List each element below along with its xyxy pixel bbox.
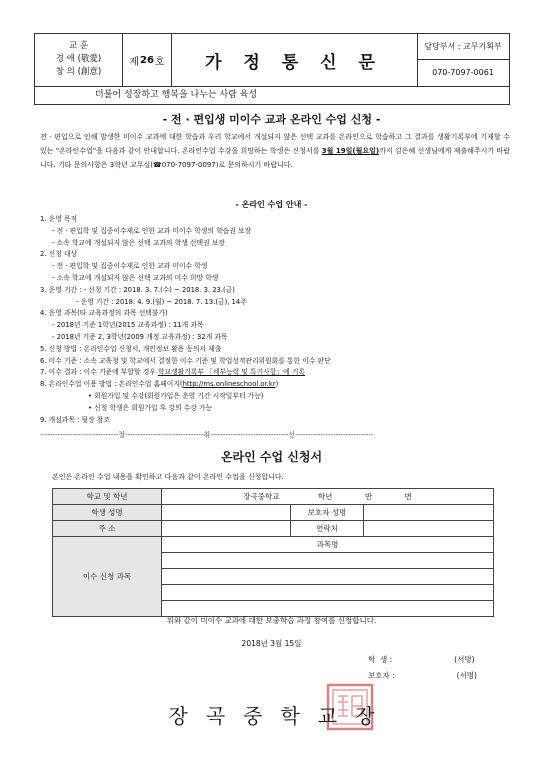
student-signature-line: 학 생 : (서명) xyxy=(368,655,475,664)
motto-label: 교 훈 xyxy=(68,41,89,51)
list-item: 3. 운영 기간 : - 신청 기간 : 2018. 3. 7.(수) ~ 2018. 3. 23.(금) xyxy=(40,285,235,294)
address-label: 주 소 xyxy=(53,521,162,537)
school-motto xyxy=(35,34,123,86)
department-phone: 070-7097-0061 xyxy=(432,68,494,77)
guardian-name-label: 보호자 성명 xyxy=(291,505,364,521)
newsletter-header xyxy=(34,33,510,87)
list-item: - 2018년 기준 1학년(2015 교육과정) : 11개 과목 xyxy=(52,321,204,330)
list-item: - 전 · 편입학 및 집중이수제로 인한 교과 미이수 학생의 학습권 보장 xyxy=(52,226,252,235)
address-field[interactable] xyxy=(162,521,291,537)
form-date: 2018년 3월 15일 xyxy=(241,639,302,648)
newsletter-title: 가 정 통 신 문 xyxy=(171,34,418,86)
department: 담당부서 : 교무기획부 xyxy=(417,34,509,60)
list-item: - 2018년 기준 2, 3학년(2009 개정 교육과정) : 32개 과목 xyxy=(52,332,228,341)
student-name-label: 학생 성명 xyxy=(53,505,162,521)
homepage-link[interactable]: http://ms.onlineschool.or.kr xyxy=(182,380,276,389)
list-item: 1. 운영 목적 xyxy=(40,215,78,223)
list-item: - 소속 학교에 개설되지 않은 선택 교과의 학생 선택권 보장 xyxy=(52,238,225,247)
intro-paragraph: 전 · 편입으로 인해 발생한 미이수 교과에 대한 학습과 우리 학교에서 개설되지 않은 선택 교과를 온라인으로 학습하고 그 결과를 생활기록부에 기재할 수 있는 "온라인수업"을 다음과 같이 안내합니다. 온라인수업 수강을 희망하는 학생은 신청서를 3월 19일(월요일)까지 김은혜 선생님에게 제출해주시기 바랍니다. 기타 문의사항은 3학년 교무실(☎070-7097-0097)로 문의하시기 바랍니다. xyxy=(40,133,510,169)
course-label: 이수 신청 과목 xyxy=(53,537,162,617)
school-grade-label: 학교 및 학년 xyxy=(53,489,162,505)
form-intro: 본인은 온라인 수업 내용을 확인하고 다음과 같이 온라인 수업을 신청합니다. xyxy=(52,473,284,481)
student-name-field[interactable] xyxy=(162,505,291,521)
motto-line-2: 창 의 (創意) xyxy=(55,67,102,77)
list-item: 5. 신청 방법 : 온라인수업 신청서, 개인정보 활용 동의서 제출 xyxy=(40,344,222,353)
deadline: 3월 19일(월요일) xyxy=(321,147,380,155)
guide-title: - 온라인 수업 안내 - xyxy=(235,200,308,209)
list-item: 2. 신청 대상 xyxy=(40,250,78,259)
list-item: 7. 이수 결과 : 이수 기준에 부합할 경우 학교생활기록부 「세부능력 및 특기사항」에 기록 xyxy=(40,368,305,377)
issue-number: 26 xyxy=(140,54,154,66)
school-slogan: 더불어 성장하고 행복을 나누는 사람 육성 xyxy=(34,87,510,105)
school-name: 장곡중학교장 xyxy=(168,704,393,728)
form-title: 온라인 수업 신청서 xyxy=(220,450,323,464)
cut-line: -------------------------------절-------------------------------취-------------------------------선------------------------------- xyxy=(40,431,374,439)
issue-number-cell: 제 26 호 xyxy=(123,34,172,86)
list-item: 8. 온라인수업 이용 방법 : 온라인수업 홈페이지(http://ms.onlineschool.or.kr) xyxy=(40,380,279,389)
course-field[interactable] xyxy=(162,585,494,601)
guide-list xyxy=(40,214,510,426)
contact-label: 연락처 xyxy=(291,521,364,537)
list-item: 9. 개설과목 : 뒷장 참조 xyxy=(40,415,110,424)
course-name-header: 과목명 xyxy=(162,537,494,553)
course-field[interactable] xyxy=(162,569,494,585)
main-title: - 전 · 편입생 미이수 교과 온라인 수업 신청 - xyxy=(162,113,381,126)
pledge-text: 위와 같이 미이수 교과에 대한 보충학습 과정 참여를 신청합니다. xyxy=(166,616,377,625)
motto-line-1: 경 애 (敬愛) xyxy=(55,54,102,64)
list-item: 6. 이수 기준 : 소속 교육청 및 학교에서 결정한 이수 기준 및 학업성적관리위원회를 통한 이수 판단 xyxy=(40,356,331,365)
list-item: - 전 · 편입학 및 집중이수제로 인한 교과 미이수 학생 xyxy=(52,262,208,271)
guardian-signature-line: 보호자 : (서명) xyxy=(368,671,477,680)
list-item: - 운영 기간 : 2018. 4. 9.(월) ~ 2018. 7. 13.(금), 14주 xyxy=(76,297,247,306)
course-field[interactable] xyxy=(162,553,494,569)
department-info xyxy=(417,34,509,86)
list-item: 4. 운영 과목(타 교육과정의 과목 선택불가) xyxy=(40,309,168,318)
application-form xyxy=(52,488,494,617)
list-item: • 회원가입 및 수강(회원가입은 운영 기간 시작일부터 가능) xyxy=(88,391,264,400)
contact-field[interactable] xyxy=(364,521,494,537)
list-item: • 신청 학생은 회원가입 후 강의 수강 가능 xyxy=(88,403,213,412)
guardian-name-field[interactable] xyxy=(364,505,494,521)
list-item: - 소속 학교에 개설되지 않은 선택 교과의 미수 희망 학생 xyxy=(52,273,219,282)
school-grade-field[interactable]: 장곡중학교 학년 반 번 xyxy=(162,489,494,505)
